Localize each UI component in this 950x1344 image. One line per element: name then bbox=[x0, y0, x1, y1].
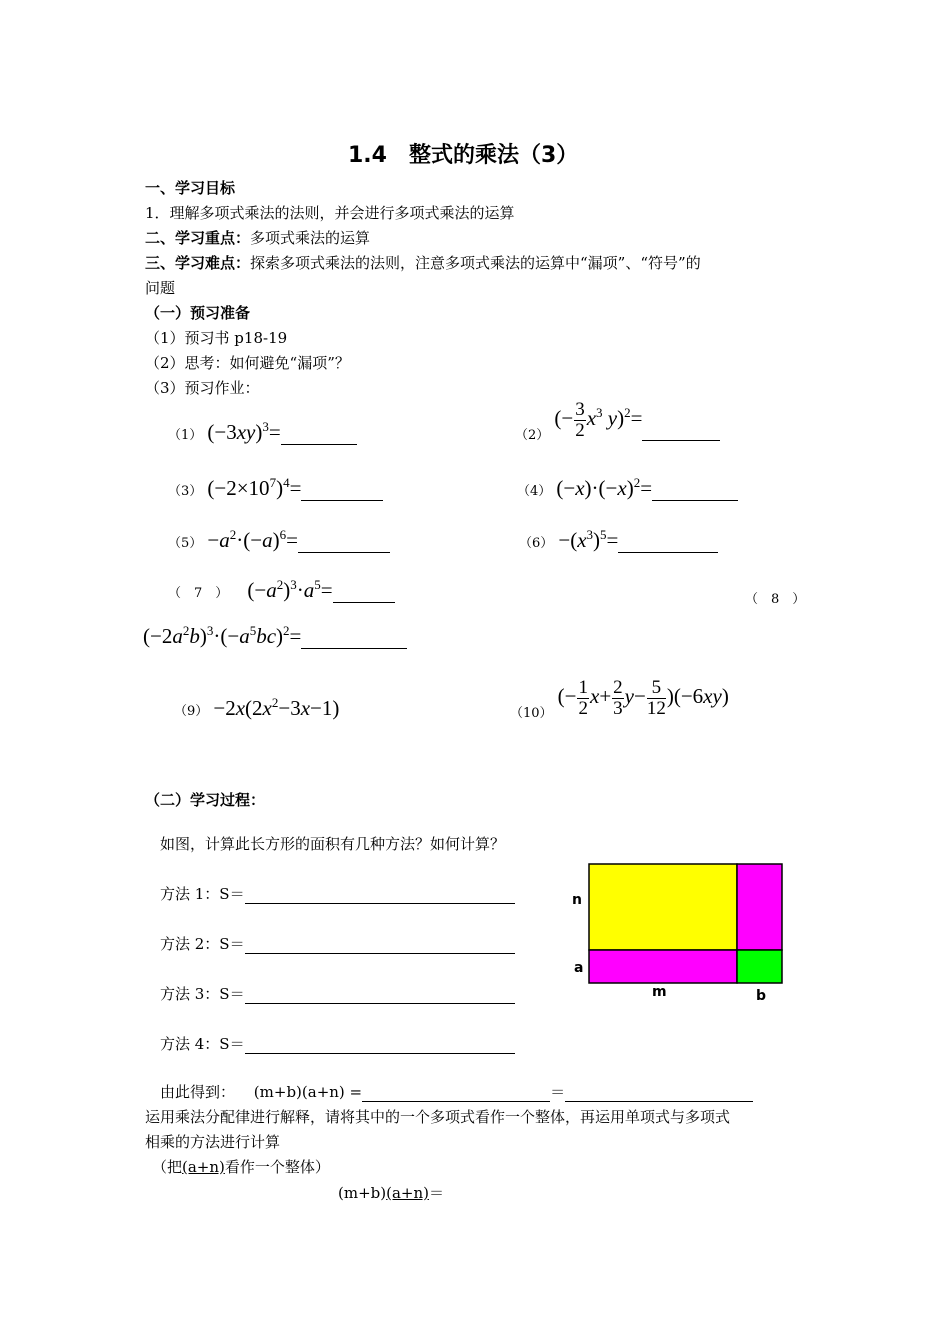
label-n: n bbox=[572, 892, 582, 908]
final-equals: ＝ bbox=[429, 1184, 445, 1202]
exercise-6 bbox=[519, 528, 718, 553]
exercise-number: （5） bbox=[168, 536, 203, 551]
formula: $(-2\times 10^7)^4=$ bbox=[207, 476, 383, 500]
final-expression bbox=[338, 1183, 444, 1203]
note-underlined: (a+n) bbox=[182, 1158, 225, 1176]
difficulty-heading: 三、学习难点： bbox=[145, 254, 251, 272]
exercise-1 bbox=[168, 420, 357, 445]
formula: $(-x)\cdot(-x)^2=$ bbox=[556, 476, 738, 500]
exercise-3 bbox=[168, 476, 383, 501]
formula: $(-a^2)^3\cdot a^5=$ bbox=[247, 578, 394, 602]
exercise-9 bbox=[174, 696, 339, 721]
method-label: 方法 2：S＝ bbox=[160, 935, 245, 953]
process-heading: （二）学习过程： bbox=[145, 791, 266, 809]
method-4 bbox=[160, 1034, 515, 1054]
region-bn bbox=[737, 864, 782, 950]
final-prefix: (m+b) bbox=[338, 1184, 387, 1202]
method-1 bbox=[160, 884, 515, 904]
goal-item: 1．理解多项式乘法的法则，并会进行多项式乘法的运算 bbox=[145, 204, 515, 222]
note-prefix: （把 bbox=[152, 1158, 183, 1176]
exercise-number: （1） bbox=[168, 428, 203, 443]
method-label: 方法 3：S＝ bbox=[160, 985, 245, 1003]
exercise-7 bbox=[168, 578, 395, 603]
exercise-2 bbox=[515, 399, 720, 444]
difficulty-text: 探索多项式乘法的法则，注意多项式乘法的运算中“漏项”、“符号”的 bbox=[250, 254, 701, 272]
exercise-8-formula: $(-2a^2b)^3\cdot(-a^5bc)^2=$ bbox=[143, 624, 407, 649]
prep-item: （3）预习作业： bbox=[145, 379, 260, 397]
exercise-number: （10） bbox=[510, 706, 553, 722]
derivation-line bbox=[160, 1082, 753, 1102]
label-a: a bbox=[574, 960, 584, 976]
difficulty-text-cont: 问题 bbox=[145, 279, 176, 297]
formula: (− $\frac{3}{2}$ $x^3$ y)$^2$= bbox=[554, 406, 720, 430]
exercise-8-number: （ 8 ） bbox=[745, 592, 806, 607]
formula: $-a^2\cdot(-a)^6=$ bbox=[207, 528, 390, 552]
section-goals-heading: 一、学习目标 bbox=[145, 179, 236, 197]
region-ma bbox=[589, 950, 737, 983]
exercise-10 bbox=[510, 677, 729, 722]
note-suffix: 看作一个整体） bbox=[224, 1158, 330, 1176]
method-3 bbox=[160, 984, 515, 1004]
exercise-number: （4） bbox=[517, 484, 552, 499]
exercise-4 bbox=[517, 476, 738, 501]
exercise-number: （2） bbox=[515, 428, 550, 444]
formula: $(-3xy)^3=$ bbox=[207, 420, 356, 444]
label-m: m bbox=[652, 984, 667, 1000]
exercise-number: （3） bbox=[168, 484, 203, 499]
label-b: b bbox=[756, 988, 767, 1004]
formula: $-2x(2x^2-3x-1)$ bbox=[213, 695, 340, 720]
formula: (− $\frac{1}{2}$ x+ $\frac{2}{3}$ y− $\frac{5}{12}$ )(−6xy) bbox=[557, 677, 729, 719]
prep-item: （1）预习书 p18-19 bbox=[145, 329, 288, 347]
process-question: 如图，计算此长方形的面积有几种方法？如何计算？ bbox=[160, 835, 506, 853]
derive-expression: (m+b)(a+n) = bbox=[253, 1083, 363, 1101]
region-ba bbox=[737, 950, 782, 983]
method-label: 方法 1：S＝ bbox=[160, 885, 245, 903]
derive-label: 由此得到： bbox=[160, 1083, 236, 1101]
exercise-5 bbox=[168, 528, 390, 553]
key-point-text: 多项式乘法的运算 bbox=[250, 229, 371, 247]
key-point-line bbox=[145, 228, 370, 248]
explanation-line-1: 运用乘法分配律进行解释，请将其中的一个多项式看作一个整体，再运用单项式与多项式 bbox=[145, 1108, 731, 1126]
exercise-number: （9） bbox=[174, 704, 209, 719]
difficulty-line bbox=[145, 253, 701, 273]
method-label: 方法 4：S＝ bbox=[160, 1035, 245, 1053]
prep-heading: （一）预习准备 bbox=[145, 304, 251, 322]
exercise-number: （ 7 ） bbox=[168, 586, 229, 601]
region-mn bbox=[589, 864, 737, 950]
exercise-number: （6） bbox=[519, 536, 554, 551]
whole-note bbox=[152, 1157, 330, 1177]
page-title: 1.4 整式的乘法（3） bbox=[348, 143, 579, 168]
key-point-heading: 二、学习重点： bbox=[145, 229, 251, 247]
method-2 bbox=[160, 934, 515, 954]
final-underlined: (a+n) bbox=[386, 1184, 429, 1202]
prep-item: （2）思考：如何避免“漏项”？ bbox=[145, 354, 350, 372]
derive-equals: ＝ bbox=[550, 1083, 566, 1101]
explanation-line-2: 相乘的方法进行计算 bbox=[145, 1133, 281, 1151]
formula: $-(x^3)^5=$ bbox=[558, 528, 718, 552]
